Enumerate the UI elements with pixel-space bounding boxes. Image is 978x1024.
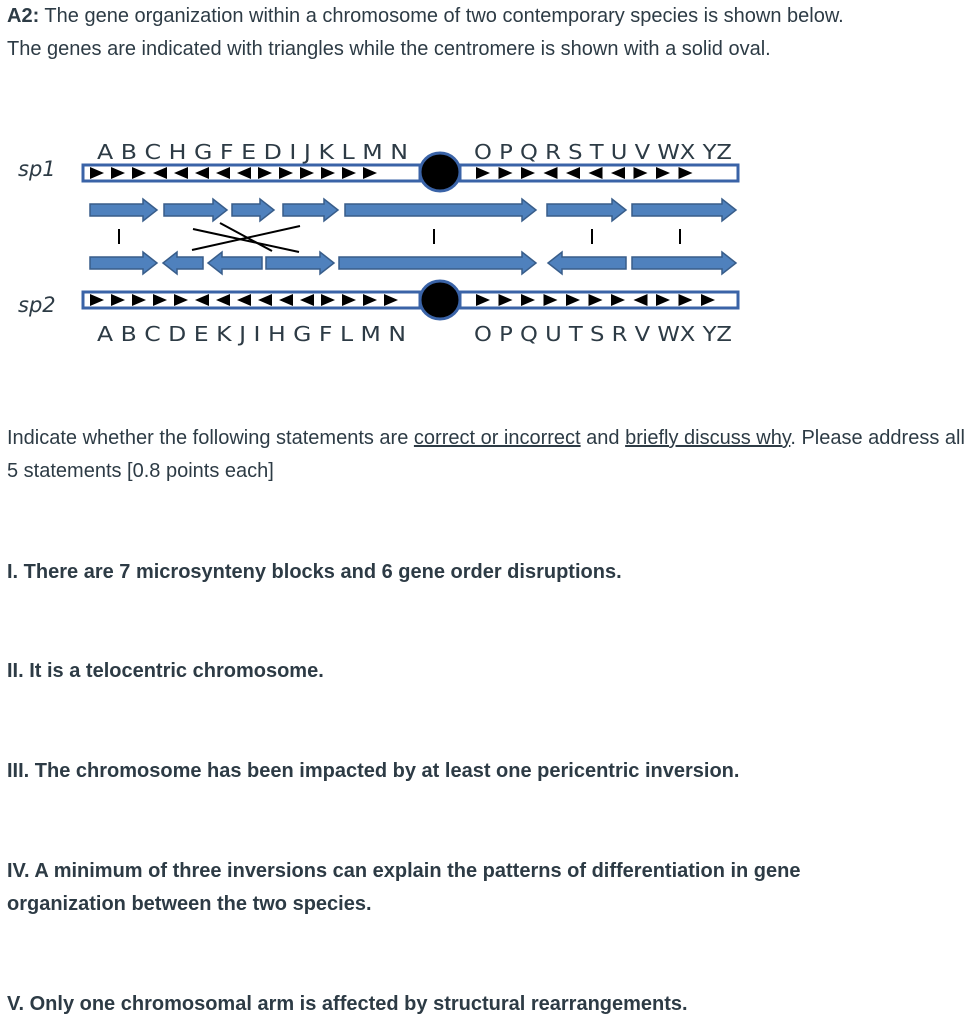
- instructions-text-1: Indicate whether the following statements are: [7, 427, 414, 449]
- sp2-block-arrow: [208, 252, 262, 274]
- statement-1: I. There are 7 microsynteny blocks and 6 gene order disruptions.: [7, 561, 622, 583]
- statement-2: II. It is a telocentric chromosome.: [7, 660, 324, 682]
- chromosome-diagram: [0, 130, 978, 350]
- instructions: [7, 422, 972, 488]
- sp2-left-gene-labels: A B C D E K J I H G F L M N: [97, 322, 406, 346]
- species-label-sp2: sp2: [18, 293, 56, 317]
- sp1-right-gene-labels: O P Q R S T U V WX YZ: [474, 140, 732, 164]
- sp2-block-arrow: [339, 252, 536, 274]
- sp1-block-arrow: [164, 199, 227, 221]
- sp2-block-arrow: [90, 252, 157, 274]
- sp1-block-arrow: [345, 199, 536, 221]
- species-label-sp1: sp1: [18, 157, 56, 181]
- sp2-block-arrow: [548, 252, 626, 274]
- sp2-centromere: [420, 281, 460, 319]
- intro-line-2: The genes are indicated with triangles while the centromere is shown with a solid oval.: [7, 38, 771, 60]
- sp1-block-arrow: [632, 199, 736, 221]
- sp1-block-arrows: [90, 199, 736, 221]
- briefly-discuss-why-link: briefly discuss why: [625, 427, 791, 449]
- sp1-left-gene-labels: A B C H G F E D I J K L M N: [97, 140, 408, 164]
- sp1-centromere: [420, 153, 460, 191]
- question-intro: [7, 0, 967, 66]
- sp2-block-arrow: [632, 252, 736, 274]
- statement-3: III. The chromosome has been impacted by at least one pericentric inversion.: [7, 760, 740, 782]
- sp2-block-arrows: [90, 252, 736, 274]
- instructions-text-3: . Please address all 5 statements [0.8 points each]: [7, 427, 965, 482]
- sp1-block-arrow: [283, 199, 338, 221]
- statement-5: V. Only one chromosomal arm is affected by structural rearrangements.: [7, 993, 688, 1015]
- sp1-block-arrow: [90, 199, 157, 221]
- sp2-block-arrow: [163, 252, 203, 274]
- correct-or-incorrect-link: correct or incorrect: [413, 427, 581, 449]
- sp1-block-arrow: [232, 199, 274, 221]
- sp2-right-gene-labels: O P Q U T S R V WX YZ: [474, 322, 732, 346]
- sp2-block-arrow: [266, 252, 334, 274]
- connector-cross-1: [193, 229, 299, 252]
- synteny-connectors: [119, 223, 680, 252]
- statement-4: IV. A minimum of three inversions can explain the patterns of differentiation in gene organization between the two species.: [7, 860, 801, 915]
- sp1-block-arrow: [547, 199, 626, 221]
- intro-line-1: The gene organization within a chromosome of two contemporary species is shown below.: [39, 5, 844, 27]
- instructions-text-2: and: [580, 427, 626, 449]
- question-label: A2:: [7, 5, 40, 27]
